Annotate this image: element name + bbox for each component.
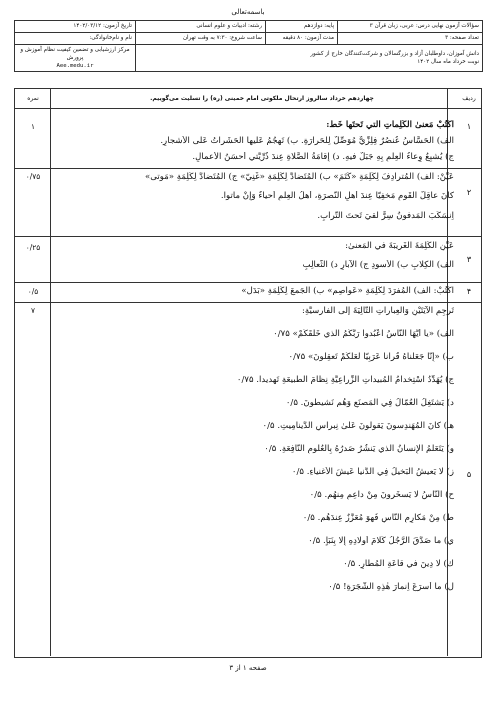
candidates — [136, 45, 483, 72]
q3-number: ۳ — [466, 255, 472, 264]
start-time: ساعت شروع: ۷:۳۰ به وقت تهران — [136, 33, 266, 45]
header-divider — [14, 108, 482, 109]
q5-score: ۷ — [30, 306, 36, 315]
exam-title: سؤالات آزمون نهایی درس: عربی، زبان قرآن ۳ — [338, 21, 483, 33]
student-name-field: نام و نام‌خانوادگی: — [15, 33, 136, 45]
q5-item-g: ز) لا يَعيشُ البَخيلُ فِي الدُّنيا عَيشَ الأَغنياءِ. ۰/۵ — [291, 467, 454, 477]
q1-divider — [14, 168, 482, 169]
row-column-header: ردیف — [462, 95, 476, 102]
q2-score: ۰/۷۵ — [25, 172, 41, 181]
q1-line-cd: ج) يُشبِعُ وِعاءُ العِلمِ بِهِ جَبَلٌ فيهِ. د) إِقامَةُ الصَّلاةِ عِندَ ذُرِّيَّتي أَحسَنُ الأَعمالِ. — [192, 152, 454, 162]
score-column-divider — [50, 89, 51, 656]
q5-item-d: د) يَشتَغِلُ العُمّالُ فِي المَصنَعِ وَهُم نَشيطونَ. ۰/۵ — [285, 398, 454, 408]
q1-score: ۱ — [30, 122, 36, 131]
q4-number: ۴ — [466, 287, 472, 296]
grade: پایه: دوازدهم — [266, 21, 338, 33]
q3-prompt: عَيِّنِ الكَلِمَةَ الغَريبَةَ في المَعنىٰ: — [345, 241, 454, 251]
q4-prompt: اُكْتُبْ: الف) المُفرَدَ لِكَلِمَةِ «عَواصِم» ب) الجَمعَ لِكَلِمَةِ «بَدَل» — [241, 286, 454, 296]
header-title: چهاردهم خرداد سالروز ارتحال ملکوتی امام خمینی (ره) را تسلیت می‌گوییم. — [150, 95, 374, 102]
page-count: تعداد صفحه: ۳ — [338, 33, 483, 45]
q5-item-l: ل) ما أَسرَعَ اِنمارَ هٰذِهِ الشَّجَرَةِ! ۰/۵ — [328, 582, 454, 592]
q5-item-c: ج) يُهَدِّدُ اسْتِخدامُ المُبيداتِ الزِّراعِيَّةِ نِظامَ الطَّبيعَةِ تَهديداً. ۰/۷۵ — [236, 375, 454, 385]
page-footer: صفحه ۱ از ۳ — [229, 664, 267, 672]
q5-item-i: ط) مِنْ مَكارِمِ النّاسِ فَهوَ مُعَزَّزٌ عِندَهُم. ۰/۵ — [302, 513, 454, 523]
q5-item-a: الف) «يا أَيُّهَا النّاسُ اعْبُدوا رَبَّكُمُ الَّذي خَلَقَكُمْ» ۰/۷۵ — [273, 329, 454, 339]
q2-divider — [14, 236, 482, 237]
q2-prompt: عَيِّنْ: الف) المُترادِفَ لِكَلِمَةِ «كَتَمَ» ب) المُتَضادَّ لِكَلِمَةِ «غَنِيّ» ج) المُتَضادَّ لِكَلِمَةِ «مَوتى» — [144, 172, 454, 182]
q5-item-f: و) يَتَعَلَّمُ الإِنسانُ الَّذي يَنشُرُ صَدرُهُ بِالعُلومِ النّافِعَةِ. ۰/۵ — [264, 444, 454, 454]
q2-sentence-2: اِنسَكَبَ المَدفونُ سِرٌّ لَقيَ تَحتَ التُّرابِ. — [317, 211, 454, 221]
q2-sentence-1: كانَ عاقِلٌ القَومِ مَخفِيّاً عِندَ أَهلِ النُّصرَةِ، أَهلُ العِلمِ أَحياءٌ وَإِنْ ماتوا. — [220, 191, 454, 201]
q3-divider — [14, 282, 482, 283]
q5-number: ۵ — [466, 470, 472, 479]
q5-item-j: ي) ما صَدَّقَ الرَّجُلُ كَلامَ أَولادِهِ إِلّا بِنَبَأٍ. ۰/۵ — [308, 536, 454, 546]
q2-number: ۲ — [466, 188, 472, 197]
q5-prompt: تَرجِمِ الآيَتَيْنِ وَالعِباراتِ التّالِيَةَ إلَى الفارسيَّةِ: — [302, 306, 454, 316]
q5-item-k: ك) لا دِينَ في قاعَةِ المُطارِ. ۰/۵ — [343, 559, 454, 569]
field: رشته: ادبیات و علوم انسانی — [136, 21, 266, 33]
website: Aee.medu.ir — [56, 63, 94, 69]
q1-line-ab: الف) الحَسَّاسُ عُنصُرٌ فِلِزِّيٌّ مُوَصِّلٌ لِلحَرارَةِ. ب) تَهجُمُ عَلَيها الحَشَراتُ عَلَى الأَشجارِ. — [160, 136, 454, 146]
q4-score: ۰/۵ — [27, 287, 39, 296]
basmala: باسمه‌تعالی — [231, 8, 265, 16]
score-column-header: نمره — [27, 95, 39, 102]
q4-divider — [14, 302, 482, 303]
organization-name: مرکز ارزشیابی و تضمین کیفیت نظام آموزش و پرورش — [20, 47, 130, 61]
q5-item-e: هـ) كانَ المُهَندِسونَ يَقولونَ عَلىٰ نِبراسِ الدَّينامِيتِ. ۰/۵ — [262, 421, 454, 431]
q3-options: الف) الكِلابِ ب) الأُسودِ ج) الآبارِ د) الثَّعالِبِ — [302, 260, 454, 270]
exam-header-table — [14, 20, 483, 72]
exam-date: تاریخ آزمون: ۱۴۰۲/۰۳/۱۲ — [15, 21, 136, 33]
duration: مدت آزمون: ۸۰ دقیقه — [266, 33, 338, 45]
q5-item-h: ح) النّاسُ لا يَسخَرونَ مِنْ داعِمِ مِنهُم. ۰/۵ — [309, 490, 454, 500]
q5-item-b: ب) «إِنّا جَعَلْناهُ قُرآناً عَرَبِيّاً لَعَلَّكُمْ تَعقِلونَ» ۰/۷۵ — [288, 352, 454, 362]
exam-session: نوبت خرداد ماه سال ۱۴۰۲ — [417, 59, 479, 65]
organization — [15, 45, 136, 72]
q1-prompt: اُكْتُبْ مَعنىٰ الكَلِماتِ الَّتي تَحتَها خَطٌّ: — [326, 120, 454, 130]
q3-score: ۰/۲۵ — [25, 243, 41, 252]
candidates-text: دانش آموزان، داوطلبان آزاد و بزرگسالان و شرکت‌کنندگان خارج از کشور — [310, 51, 479, 57]
q1-number: ۱ — [466, 122, 472, 131]
